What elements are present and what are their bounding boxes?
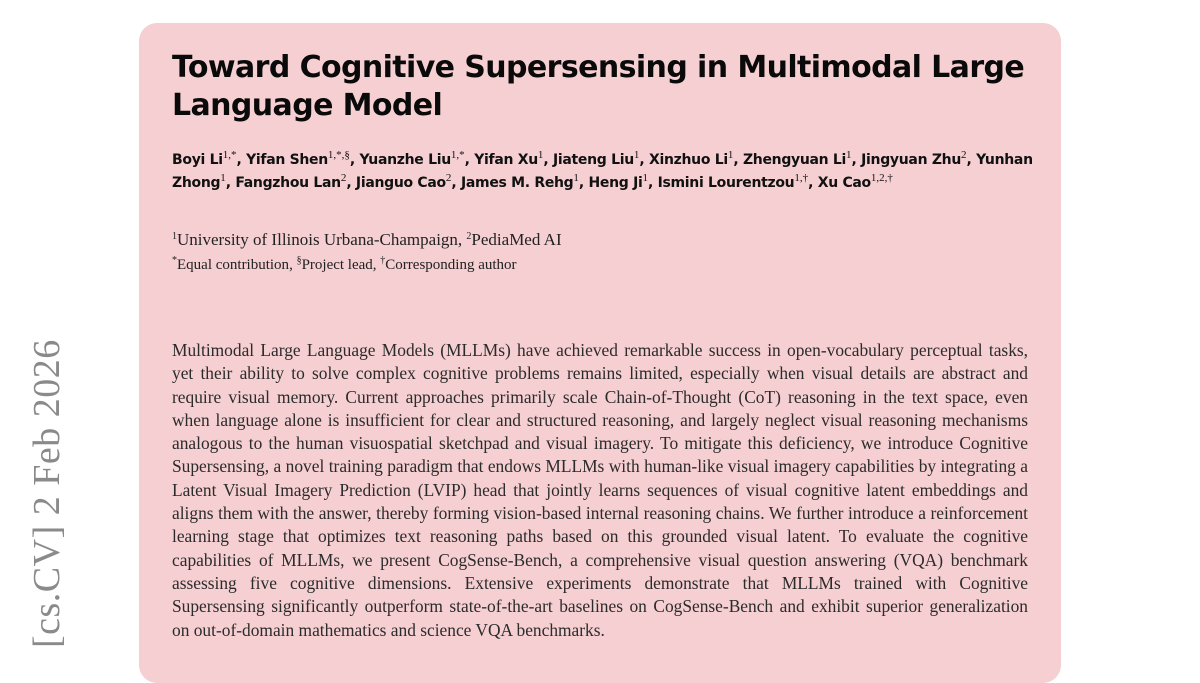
author-text: Jingyuan Zhu [861,152,962,168]
author-sup: 1 [537,149,544,161]
author-text: Yuanzhe Liu [359,152,451,168]
author-text: Jianguo Cao [355,175,446,191]
author-note-text: Project lead [301,257,373,273]
author-sup: 1 [220,172,226,184]
author-notes: *Equal contribution, §Project lead, †Corresponding author [172,255,517,273]
author-text: Yunhan Zhong [172,152,1033,191]
author [359,149,465,168]
paper-title: Toward Cognitive Supersensing in Multimodal Large Language Model [172,50,1025,123]
author-sup: 1 [642,172,648,184]
affiliation-text: PediaMed AI [471,230,562,249]
paper-header-card [139,23,1061,683]
author-text: Zhengyuan Li [742,152,847,168]
author-sup: 1,* [450,149,465,161]
author [460,172,579,191]
affiliation-sup: 1 [172,231,177,242]
affiliation [466,230,561,249]
author [235,172,347,191]
author-text: Xinzhuo Li [648,152,728,168]
author [742,149,852,168]
author-note-text: Corresponding author [385,257,517,273]
author-note [380,257,516,273]
author-text: Yifan Shen [246,152,328,168]
affiliation [172,230,458,249]
affiliation-text: University of Illinois Urbana-Champaign [177,230,458,249]
author [588,172,648,191]
affiliation-sup: 2 [466,231,472,242]
author [355,172,452,191]
author-text: James M. Rehg [460,175,574,191]
author [648,149,734,168]
author [246,149,350,168]
author-list: Boyi $Li^{1,*}$, Yifan Shen$^{1,*,\S}$, Yuanzhe Liu$^{1,*}$, Yifan Xu$^1$, Jiateng Liu$^1$, Xinzhuo Li$^1$, Zhengyuan Li$^1$, Jingyuan Zhu$^2$, Yunhan Zhong$^1$, Fangzhou Lan$^2$, Jianguo Cao$^2$, James M. Rehg$^1$, Heng Ji$^1$, Ismini Lourentzou$^{1,\dagger}$, Xu Cao$^{1,2,\dagger}$ [172,149,1033,191]
author-text: Yifan Xu [474,152,538,168]
author-sup: 1,*,§ [327,149,350,161]
author-text: Xu Cao [817,175,871,191]
author-sup: 2 [445,172,452,184]
author-sup: 1 [727,149,734,161]
author-sup: 2 [961,149,967,161]
author-note [172,257,289,273]
author-sup: 2 [340,172,347,184]
author-text: Fangzhou Lan [235,175,341,191]
author-sup: 1 [846,149,852,161]
author [172,149,237,168]
author [817,172,893,191]
author-sup: 1 [573,172,579,184]
arxiv-side-stamp: [cs.CV] 2 Feb 2026 [26,339,68,648]
author-text: Boyi Li [172,152,223,168]
author-note-sup: † [380,255,386,266]
author [657,172,809,191]
author [861,149,967,168]
author-text: Jiateng Liu [552,152,634,168]
abstract-text: Multimodal Large Language Models (MLLMs) have achieved remarkable success in open-vocabulary perceptual tasks, yet their ability to solve complex cognitive problems remains limited, especially when visual details are abstract and require visual memory. Current approaches primarily scale Chain-of-Thought (CoT) reasoning in the text space, even when language alone is insufficient for clear and structured reasoning, and largely neglect visual reasoning mechanisms analogous to the human visuospatial sketchpad and visual imagery. To mitigate this deficiency, we introduce Cognitive Supersensing, a novel training paradigm that endows MLLMs with human-like visual imagery capabilities by integrating a Latent Visual Imagery Prediction (LVIP) head that jointly learns sequences of visual cognitive latent embeddings and aligns them with the answer, thereby forming vision-based internal reasoning chains. We further introduce a reinforcement learning stage that optimizes text reasoning paths based on this grounded visual latent. To evaluate the cognitive capabilities of MLLMs, we present CogSense-Bench, a comprehensive visual question answering (VQA) benchmark assessing five cognitive dimensions. Extensive experiments demonstrate that MLLMs trained with Cognitive Supersensing significantly outperform state-of-the-art baselines on CogSense-Bench and exhibit superior generalization on out-of-domain mathematics and science VQA benchmarks. [172,340,1028,640]
author-sup: 1,2,† [870,172,893,184]
author-sup: 1,† [794,172,809,184]
author-note-sup: * [172,255,177,266]
author-note-text: Equal contribution [177,257,290,273]
author-text: Heng Ji [588,175,643,191]
author-text: Ismini Lourentzou [657,175,795,191]
affiliations: $^1$University of Illinois Urbana-Champaign, $^2$PediaMed AI [172,230,562,249]
author [552,149,640,168]
author-note [297,257,373,273]
author-note-sup: § [296,255,302,266]
author-sup: 1 [633,149,640,161]
author-sup: 1,* [222,149,237,161]
author [474,149,544,168]
